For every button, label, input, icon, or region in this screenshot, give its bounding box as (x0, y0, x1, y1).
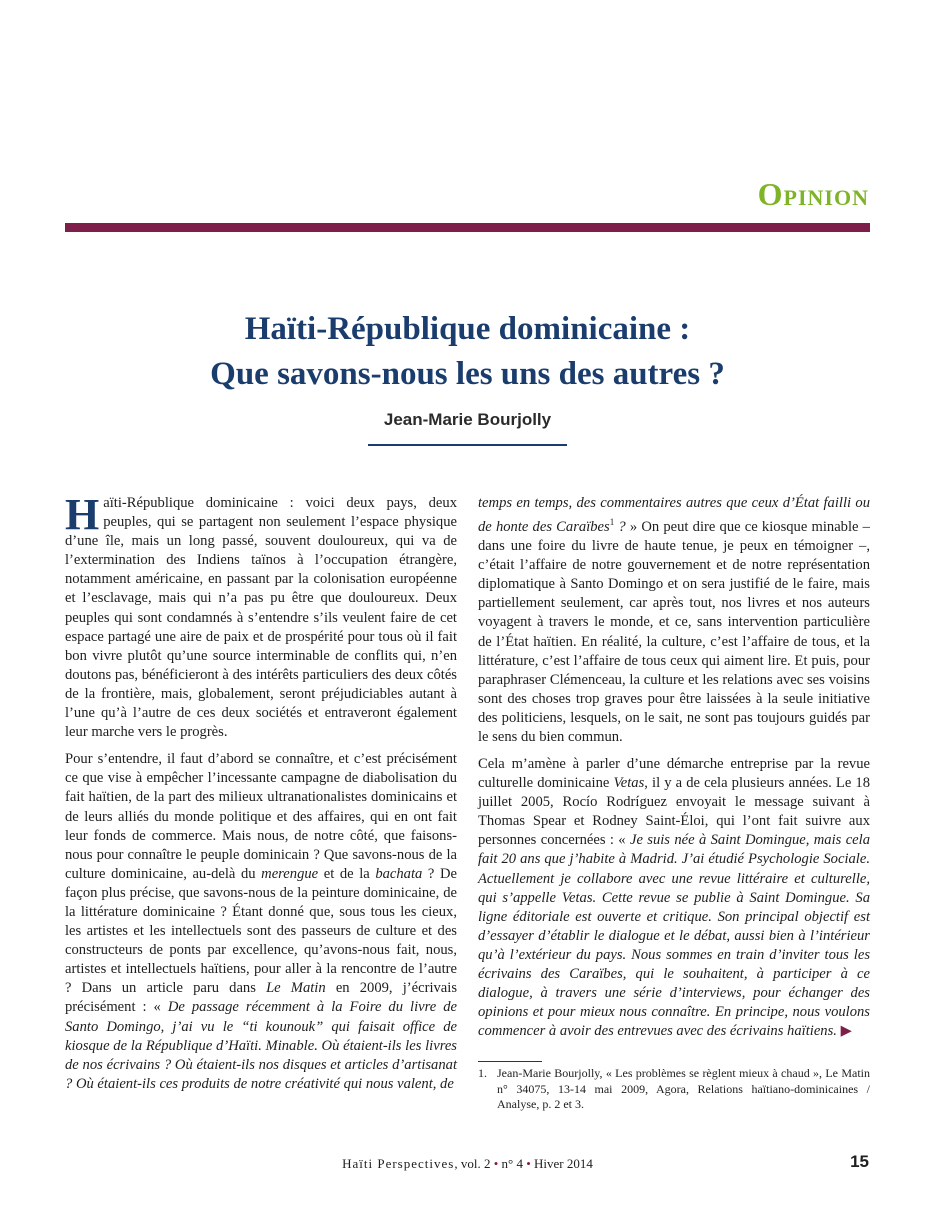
section-rule (65, 223, 870, 232)
bachata-term: bachata (375, 865, 423, 882)
footnote-text: Jean-Marie Bourjolly, « Les problèmes se règlent mieux à chaud », Le Matin n° 34075, 13-14 mai 2009, Agora, Relations haïtiano-dominicaines / Analyse, p. 2 et 3. (497, 1066, 870, 1111)
article-title (0, 307, 935, 397)
paragraph-2-continued (478, 494, 870, 747)
quote-le-matin: temps en temps, des commentaires autres que ceux d’État failli ou de honte des Caraïbes (478, 495, 870, 535)
paragraph-1 (65, 490, 457, 742)
page-number: 15 (850, 1152, 869, 1171)
paragraph-3-text: , il y a de cela plusieurs années. Le 18 juillet 2005, Rocío Rodríguez envoyait le message suivant à Thomas Spear et Rodney Saint-Éloi, qui l’ont fait suivre aux personnes concernées : « (478, 775, 870, 849)
footnote-rule (478, 1061, 542, 1062)
column-right (478, 494, 870, 755)
paragraph-2-text: Pour s’entendre, il faut d’abord se connaître, et c’est précisément ce que vise à empêcher l’incessante campagne de diabolisation du fait haïtien, de la part des milieux ultranationalistes dominicains et de leurs alliés du monde politique et des affaires, qui en ont fait leur fonds de commerce. Mais nous, de notre côté, que faisons-nous pour connaître le peuple dominicain ? Que savons-nous de la culture dominicaine, au-delà du (65, 751, 457, 882)
paragraph-2-text: ? De façon plus précise, que savons-nous de la peinture dominicaine, de la littérature dominicaine ? Étant donné que, sous tous les cieux, les artistes et les intellectuels sont des passeurs de culture et des constructeurs de ponts par excellence, qu’avons-nous fait, nous, artistes et intellectuels haïtiens, pour aller à la rencontre de l’autre ? Dans un article paru dans (65, 865, 457, 997)
paragraph-2-text: en 2009, j’écrivais précisément : « (65, 980, 458, 1016)
footer-season: Hiver 2014 (530, 1156, 593, 1171)
footer-volume: , vol. 2 (454, 1156, 494, 1171)
footnote-ref[interactable]: 1 (609, 517, 615, 528)
newspaper-name: Le Matin (266, 980, 326, 997)
paragraph-3 (478, 755, 870, 1041)
author-rule (368, 444, 567, 446)
footnote-number: 1. (478, 1066, 487, 1080)
footer-separator: • (493, 1156, 499, 1171)
footnote (478, 1066, 870, 1113)
continue-arrow-icon: ▶ (840, 1023, 852, 1040)
paragraph-1-text: aïti-République dominicaine : voici deux pays, deux peuples, qui se partagent non seulement l’espace physique d’une île, mais un long passé, souvent douloureux, qui va de l’extermination des Indiens taïnos à l’occupation étrangère, notamment américaine, en passant par la colonisation européenne et l’esclavage, mais qui n’a pas pu être que douloureux. Deux peuples qui sont condamnés à s’entendre s’ils veulent faire de cet espace partagé une aire de paix et de prospérité pour tous où il fait bon vivre plutôt qu’une source interminable de conflits qui, n’en doutons pas, bénéficieront à des intérêts particuliers des deux côtés de la frontière, mais, globalement, seront préjudiciables autant à l’une qu’à l’autre de ces deux sociétés et entraveront également leur marche vers le progrès. (65, 495, 457, 741)
section-label: Opinion (757, 176, 869, 212)
title-line-1: Haïti-République dominicaine : (244, 311, 691, 347)
vetas-term: Vetas (613, 775, 645, 792)
paragraph-2 (65, 750, 457, 1094)
footer-separator: • (526, 1156, 531, 1171)
footer-issue: n° 4 (498, 1156, 527, 1171)
column-left (65, 490, 458, 1102)
paragraph-2-text: et de la (318, 865, 376, 882)
paragraph-3-text: Cela m’amène à parler d’une démarche entreprise par la revue culturelle dominicaine (478, 756, 870, 792)
quote-le-matin: De passage récemment à la Foire du livre de Santo Domingo, j’ai vu le “ti kounouk” qui faisait office de kiosque de la République d’Haïti. Minable. Où étaient-ils les livres de nos écrivains ? Où étaient-ils nos disques et articles d’artisanat ? Où étaient-ils ces produits de notre créativité qui nous valent, de (65, 999, 457, 1092)
journal-name: Haïti Perspectives (342, 1156, 455, 1171)
title-line-2: Que savons-nous les uns des autres ? (210, 356, 725, 392)
quote-end: ? (614, 518, 626, 535)
merengue-term: merengue (261, 865, 319, 882)
author-name: Jean-Marie Bourjolly (383, 410, 552, 429)
quote-rocio: Je suis née à Saint Domingue, mais cela fait 20 ans que j’habite à Madrid. J’ai étudié Psychologie Sociale. Actuellement je collabore avec une revue littéraire et culturelle, qui s’appelle Vetas. Cette revue se publie à Saint Domingue. Sa ligne éditoriale est ouverte et critique. Son principal objectif est d’essayer d’établir le dialogue et le débat, aussi bien à l’intérieur qu’à l’extérieur du pays. Nous sommes en train d’inviter tous les écrivains des Caraïbes, qui le souhaitent, à participer à ce dialogue, à travers une série d’interviews, pour échanger des opinions et pour mieux nous connaître. En principe, nous voulons commencer à avoir des entrevues avec des écrivains haïtiens. (478, 832, 871, 1040)
column-right-content (478, 755, 870, 1049)
page-footer (0, 1156, 935, 1172)
paragraph-2-text: On peut dire que ce kiosque minable – dans une foire du livre de haute tenue, je peux en témoigner –, c’était l’affaire de notre gouvernement et de notre représentation diplomatique à Santo Domingo et on sera justifié de le faire, mais partiellement seulement, car après tout, nos livres et nos auteurs voyagent à travers le monde, et ce, sans intervention particulière de l’État haïtien. En réalité, la culture, c’est l’affaire de tous, et la littérature, c’est l’affaire de tous ceux qui aiment lire. Et puis, pour paraphraser Clémenceau, la culture et les relations avec ses voisins sont des choses trop graves pour être laissées à la seule initiative des politiciens, lesquels, on le sait, ne sont pas toujours guidés par le sens du bien commun. (478, 518, 870, 745)
paragraph-2-text: » (625, 518, 638, 535)
drop-cap: H (65, 490, 100, 539)
